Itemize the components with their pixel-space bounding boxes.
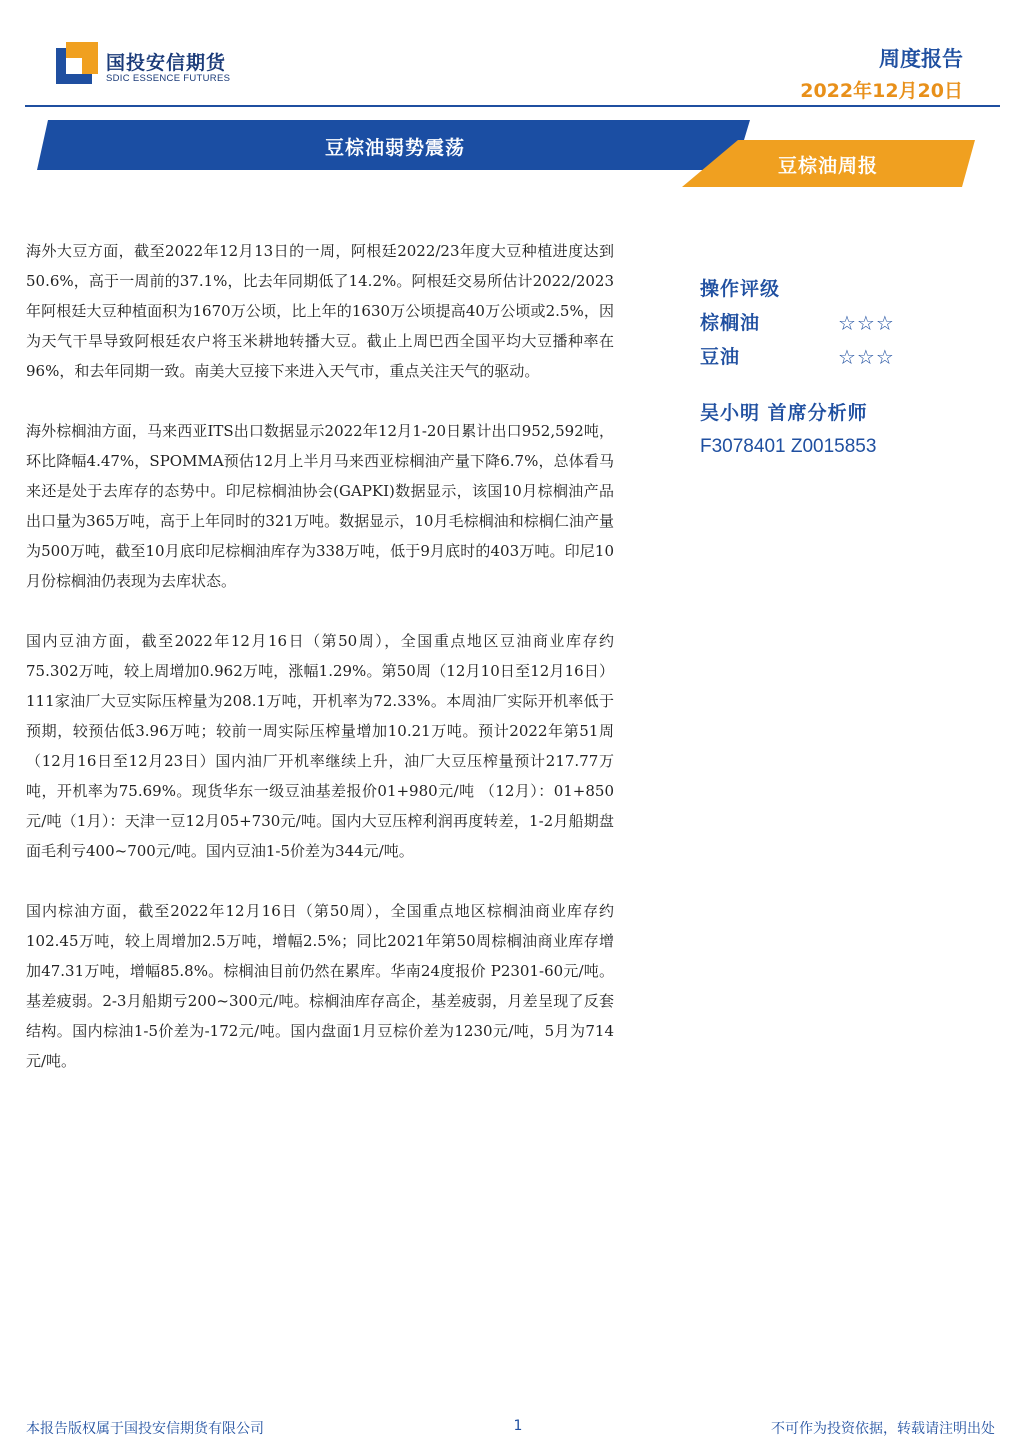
footer-copyright: 本报告版权属于国投安信期货有限公司 [26, 1421, 264, 1437]
rating-row-palm [700, 306, 960, 340]
report-type: 周度报告 [879, 47, 963, 71]
footer-disclaimer: 不可作为投资依据，转载请注明出处 [771, 1421, 995, 1437]
analyst-name: 吴小明 首席分析师 [700, 402, 868, 424]
paragraph-palm-overseas: 海外棕榈油方面，马来西亚ITS出口数据显示2022年12月1-20日累计出口952,592吨，环比降幅4.47%，SPOMMA预估12月上半月马来西亚棕榈油产量下降6.7%，总体看马来还是处于去库存的态势中。印尼棕榈油协会(GAPKI)数据显示，该国10月棕榈油产品出口量为365万吨，高于上年同时的321万吨。数据显示，10月毛棕榈油和棕榈仁油产量为500万吨，截至10月底印尼棕榈油库存为338万吨，低于9月底时的403万吨。印尼10月份棕榈油仍表现为去库状态。 [26, 422, 614, 590]
star-rating-icon: ☆☆☆ [838, 311, 895, 335]
logo-mark-icon [54, 40, 100, 86]
paragraph-soybean-overseas: 海外大豆方面，截至2022年12月13日的一周，阿根廷2022/23年度大豆种植进度达到50.6%，高于一周前的37.1%，比去年同期低了14.2%。阿根廷交易所估计2022/2023年阿根廷大豆种植面积为1670万公顷，比上年的1630万公顷提高40万公顷或2.5%，因为天气干旱导致阿根廷农户将玉米耕地转播大豆。截止上周巴西全国平均大豆播种率在 96%，和去年同期一致。南美大豆接下来进入天气市，重点关注天气的驱动。 [26, 242, 614, 380]
page-number: 1 [513, 1418, 523, 1434]
analyst-license: F3078401 Z0015853 [700, 436, 877, 457]
banner-title: 豆棕油弱势震荡 [324, 137, 465, 159]
sidebar [700, 272, 960, 464]
company-logo [54, 40, 244, 88]
report-body [26, 236, 614, 1106]
rating-row-soyoil [700, 340, 960, 374]
paragraph-soyoil-domestic: 国内豆油方面，截至2022年12月16日（第50周），全国重点地区豆油商业库存约75.302万吨，较上周增加0.962万吨，涨幅1.29%。第50周（12月10日至12月16日）111家油厂大豆实际压榨量为208.1万吨，开机率为72.33%。本周油厂实际开机率低于预期，较预估低3.96万吨；较前一周实际压榨量增加10.21万吨。预计2022年第51周（12月16日至12月23日）国内油厂开机率继续上升，油厂大豆压榨量预计217.77万吨，开机率为75.69%。现货华东一级豆油基差报价01+980元/吨 （12月）：01+850元/吨（1月）：天津一豆12月05+730元/吨。国内大豆压榨利润再度转差，1-2月船期盘面毛利亏400~700元/吨。国内豆油1-5价差为344元/吨。 [26, 632, 614, 860]
rating-title: 操作评级 [700, 278, 781, 300]
report-date: 2022年12月20日 [800, 80, 963, 102]
rating-name: 豆油 [700, 346, 741, 368]
logo-cn-text: 国投安信期货 [106, 52, 227, 74]
logo-en-text: SDIC ESSENCE FUTURES [106, 73, 231, 84]
banner-subtitle: 豆棕油周报 [777, 155, 878, 177]
header-divider [25, 105, 1000, 107]
star-rating-icon: ☆☆☆ [838, 345, 895, 369]
paragraph-palm-domestic: 国内棕油方面，截至2022年12月16日（第50周），全国重点地区棕榈油商业库存约102.45万吨，较上周增加2.5万吨，增幅2.5%；同比2021年第50周棕榈油商业库存增加47.31万吨，增幅85.8%。棕榈油目前仍然在累库。华南24度报价 P2301-60元/吨。基差疲弱。2-3月船期亏200~300元/吨。棕榈油库存高企，基差疲弱，月差呈现了反套结构。国内棕油1-5价差为-172元/吨。国内盘面1月豆棕价差为1230元/吨，5月为714元/吨。 [26, 902, 614, 1070]
rating-name: 棕榈油 [700, 312, 761, 334]
